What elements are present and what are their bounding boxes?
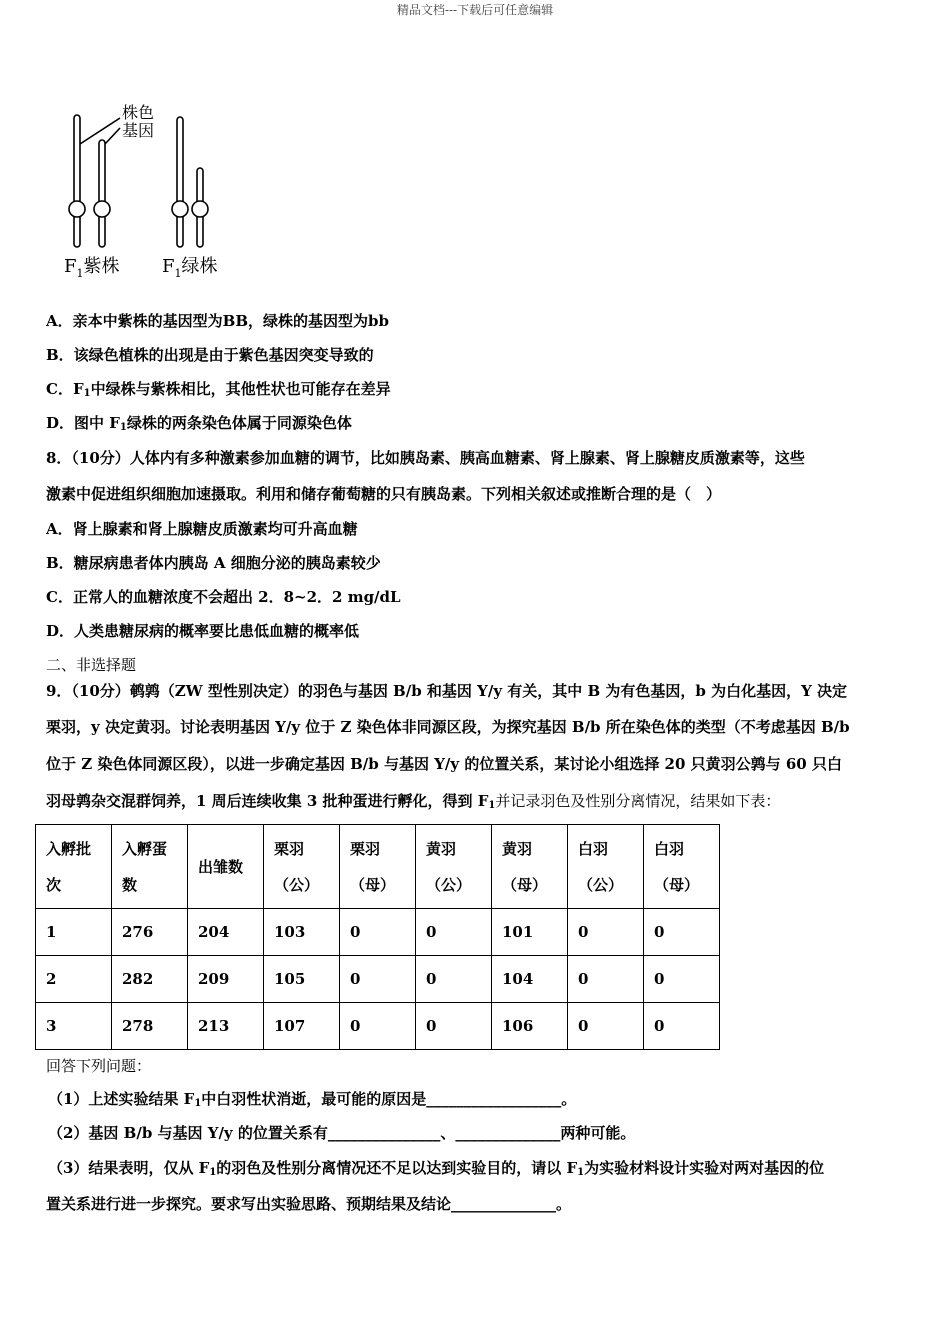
q9-line3: 位于 Z 染色体同源区段），以进一步确定基因 B/b 与基因 Y/y 的位置关系，某讨论小组选择 20 只黄羽公鹑与 60 只白: [46, 755, 842, 773]
table-cell: 0: [340, 909, 416, 956]
table-cell: 276: [112, 909, 188, 956]
caption-purple: $F_1$紫株: [64, 256, 120, 280]
q8-stem-line2: 激素中促进组织细胞加速摄取。利用和储存葡萄糖的只有胰岛素。下列相关叙述或推断合理的是（ ）: [46, 485, 722, 503]
q8-option-b: B．糖尿病患者体内胰岛 A 细胞分泌的胰岛素较少: [46, 554, 381, 572]
chromosome-figure: [60, 100, 260, 290]
q8-option-d: D．人类患糖尿病的概率要比患低血糖的概率低: [46, 622, 360, 640]
section-title: 二、非选择题: [46, 656, 137, 674]
header-cell: 白羽 （母）: [644, 825, 720, 909]
table-cell: 0: [340, 1003, 416, 1050]
table-cell: 0: [416, 909, 492, 956]
q9-line2: 栗羽，y 决定黄羽。讨论表明基因 Y/y 位于 Z 染色体非同源区段，为探究基因 B/b 所在染色体的类型（不考虑基因 B/b: [46, 718, 850, 736]
table-cell: 3: [36, 1003, 112, 1050]
subquestion-3-line2: 置关系进行进一步探究。要求写出实验思路、预期结果及结论______________。: [46, 1195, 572, 1213]
green-plant-chromosomes: [172, 117, 208, 247]
chromosome-right-1: [177, 117, 183, 247]
q8-stem-line1: 8．（10分）人体内有多种激素参加血糖的调节，比如胰岛素、胰高血糖素、肾上腺素、肾上腺糖皮质激素等，这些: [46, 449, 805, 467]
header-cell: 栗羽 （母）: [340, 825, 416, 909]
q7-option-c: C．$F_1$中绿株与紫株相比，其他性状也可能存在差异: [46, 380, 391, 399]
subquestion-2: （2）基因 B/b 与基因 Y/y 的位置关系有_______________、______________两种可能。: [48, 1124, 636, 1142]
header-cell: 入孵批 次: [36, 825, 112, 909]
table-cell: 0: [644, 909, 720, 956]
subquestion-1: （1）上述实验结果 $F_1$中白羽性状消逝，最可能的原因是__________________。: [48, 1090, 577, 1109]
q8-option-a: A．肾上腺素和肾上腺糖皮质激素均可升高血糖: [46, 520, 358, 538]
results-table: [35, 824, 720, 1050]
q9-line1: 9．（10分）鹌鹑（ZW 型性别决定）的羽色与基因 B/b 和基因 Y/y 有关，其中 B 为有色基因，b 为白化基因，Y 决定: [46, 682, 848, 700]
table-cell: 204: [188, 909, 264, 956]
caption-green: $F_1$绿株: [162, 256, 218, 280]
table-cell: 209: [188, 956, 264, 1003]
table-cell: 106: [492, 1003, 568, 1050]
q7-option-b: B．该绿色植株的出现是由于紫色基因突变导致的: [46, 346, 374, 364]
table-cell: 213: [188, 1003, 264, 1050]
chromosome-left-1: [74, 115, 80, 247]
q9-line4: 羽母鹑杂交混群饲养，1 周后连续收集 3 批种蛋进行孵化，得到 $F_1$并记录羽色及性别分离情况，结果如下表：: [46, 792, 781, 811]
table-row: [36, 956, 720, 1003]
header-cell: 黄羽 （母）: [492, 825, 568, 909]
q7-option-d: D．图中 $F_1$绿株的两条染色体属于同源染色体: [46, 414, 352, 433]
table-cell: 0: [568, 909, 644, 956]
header-cell: 入孵蛋 数: [112, 825, 188, 909]
table-row: [36, 909, 720, 956]
table-cell: 103: [264, 909, 340, 956]
chromosome-left-2: [99, 140, 105, 247]
table-cell: 0: [416, 1003, 492, 1050]
answer-blank-2a[interactable]: _______________: [327, 1124, 441, 1142]
table-cell: 0: [568, 956, 644, 1003]
table-header-row: [36, 825, 720, 909]
centromere-right-1: [172, 201, 188, 217]
table-cell: 0: [568, 1003, 644, 1050]
header-cell: 白羽 （公）: [568, 825, 644, 909]
table-cell: 0: [340, 956, 416, 1003]
table-cell: 105: [264, 956, 340, 1003]
table-row: [36, 1003, 720, 1050]
questions-intro: 回答下列问题：: [46, 1057, 152, 1075]
centromere-right-2: [192, 201, 208, 217]
table-cell: 101: [492, 909, 568, 956]
page-header: 精品文档---下载后可任意编辑: [396, 3, 554, 17]
gene-pointer-2: [105, 128, 120, 144]
table-cell: 0: [644, 956, 720, 1003]
table-cell: 0: [644, 1003, 720, 1050]
table-cell: 278: [112, 1003, 188, 1050]
answer-blank-3[interactable]: ______________: [451, 1195, 557, 1213]
q7-option-a: A．亲本中紫株的基因型为BB，绿株的基因型为bb: [46, 312, 389, 330]
header-cell: 黄羽 （公）: [416, 825, 492, 909]
table-cell: 0: [416, 956, 492, 1003]
gene-label-line1: 株色: [122, 103, 155, 122]
centromere-left-1: [69, 201, 85, 217]
table-cell: 1: [36, 909, 112, 956]
centromere-left-2: [94, 201, 110, 217]
table-cell: 282: [112, 956, 188, 1003]
subquestion-3-line1: （3）结果表明，仅从 $F_1$的羽色及性别分离情况还不足以达到实验目的，请以 $F_1$为实验材料设计实验对两对基因的位: [48, 1159, 825, 1178]
answer-blank-1[interactable]: __________________: [426, 1090, 562, 1108]
purple-plant-chromosomes: [69, 115, 120, 247]
q8-option-c: C．正常人的血糖浓度不会超出 2．8~2．2 mg/dL: [46, 588, 401, 606]
table-cell: 107: [264, 1003, 340, 1050]
table-cell: 104: [492, 956, 568, 1003]
header-cell: 栗羽 （公）: [264, 825, 340, 909]
gene-label-line2: 基因: [122, 121, 155, 140]
header-cell: 出雏数: [188, 825, 264, 909]
answer-blank-2b[interactable]: ______________: [455, 1124, 561, 1142]
table-cell: 2: [36, 956, 112, 1003]
